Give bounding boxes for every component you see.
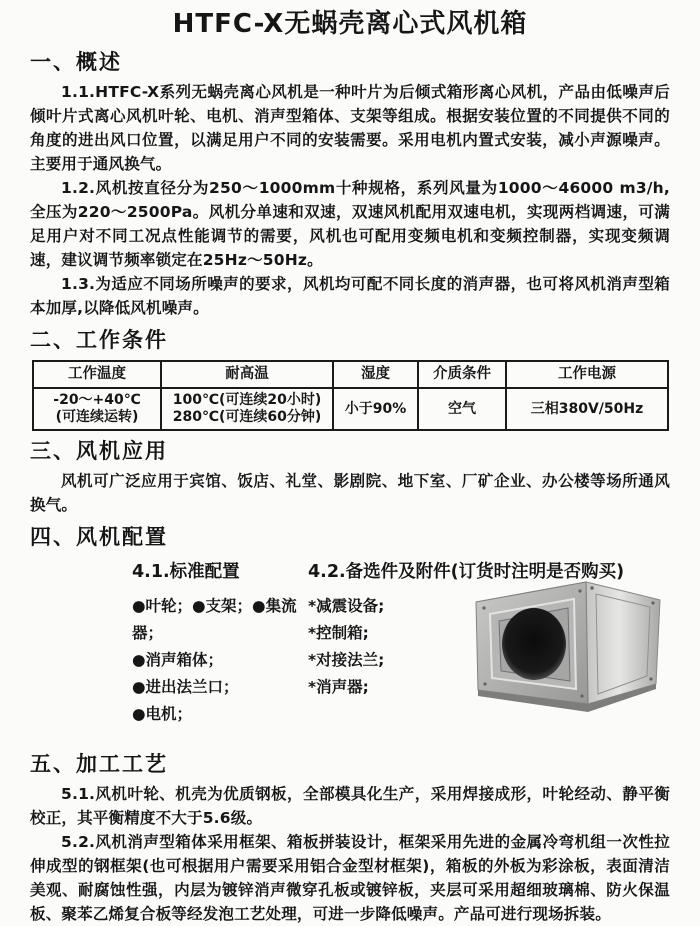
cell-temperature-line2: (可连续运转) <box>55 409 139 425</box>
fan-box-illustration <box>460 572 674 720</box>
standard-config-item: ●消声箱体； <box>132 651 224 669</box>
cell-power: 三相380V/50Hz <box>506 388 668 430</box>
fan-box-photo <box>460 572 674 720</box>
cell-heat-line1: 100℃(可连续20小时) <box>172 392 322 408</box>
col-header-heat-resistance: 耐高温 <box>161 361 333 388</box>
optional-config-item: *对接法兰; <box>308 651 385 669</box>
standard-config-item: ●进出法兰口； <box>132 678 239 696</box>
cell-temperature <box>33 388 161 430</box>
standard-config-item: ●叶轮；●支架；●集流器； <box>132 597 297 642</box>
paragraph-5-2: 5.2.风机消声型箱体采用框架、箱板拼装设计，框架采用先进的金属冷弯机组一次性拉伸成型的钢框架(也可根据用户需要采用铝合金型材框架)，箱板的外板为彩涂板，表面清洁美观、耐腐蚀性强，内层为镀锌消声微穿孔板或镀锌板，夹层可采用超细玻璃棉、防火保温板、聚苯乙烯复合板等经发泡工艺处理，可进一步降低噪声。产品可进行现场拆装。 <box>30 833 670 923</box>
section-heading-overview: 一、概述 <box>30 50 122 74</box>
optional-config-item: *消声器; <box>308 678 369 696</box>
paragraph-1-3: 1.3.为适应不同场所噪声的要求，风机均可配不同长度的消声器，也可将风机消声型箱本加厚,以降低风机噪声。 <box>30 275 670 317</box>
paragraph-1-2: 1.2.风机按直径分为250～1000mm十种规格，系列风量为1000～46000 m3/h, 全压为220～2500Pa。风机分单速和双速，双速风机配用双速电机，实现两档调速，可满足用户对不同工况点性能调节的需要，风机也可配用变频电机和变频控制器，实现变频调速，建议调节频率锁定在25Hz～50Hz。 <box>30 179 670 269</box>
table-value-row <box>33 388 668 430</box>
table-header-row <box>33 361 668 388</box>
section-heading-configuration: 四、风机配置 <box>30 525 168 549</box>
paragraph-1-1: 1.1.HTFC-X系列无蜗壳离心风机是一种叶片为后倾式箱形离心风机，产品由低噪声后倾叶片式离心风机叶轮、电机、消声型箱体、支架等组成。根据安装位置的不同提供不同的角度的进出风口位置，以满足用户不同的安装需要。采用电机内置式安装，减小声源噪声。主要用于通风换气。 <box>30 83 670 173</box>
optional-config-heading: 4.2.备选件及附件(订货时注明是否购买) <box>308 562 625 582</box>
optional-config-item: *减震设备; <box>308 597 385 615</box>
cell-temperature-line1: -20～+40℃ <box>53 392 141 408</box>
col-header-medium: 介质条件 <box>418 361 506 388</box>
standard-config-column <box>30 559 308 728</box>
section-heading-process: 五、加工工艺 <box>30 752 168 776</box>
cell-medium: 空气 <box>418 388 506 430</box>
paragraph-5-1: 5.1.风机叶轮、机壳为优质钢板，全部模具化生产，采用焊接成形，叶轮经动、静平衡校正，其平衡精度不大于5.6级。 <box>30 785 670 827</box>
standard-config-item: ●电机； <box>132 705 193 723</box>
cell-humidity: 小于90% <box>333 388 418 430</box>
cell-heat-line2: 280℃(可连续60分钟) <box>172 409 322 425</box>
application-paragraph: 风机可广泛应用于宾馆、饭店、礼堂、影剧院、地下室、厂矿企业、办公楼等场所通风换气。 <box>30 472 670 514</box>
working-conditions-table <box>32 360 669 431</box>
standard-config-heading: 4.1.标准配置 <box>132 562 240 582</box>
section-heading-application: 三、风机应用 <box>30 439 168 463</box>
col-header-humidity: 湿度 <box>333 361 418 388</box>
page-title: HTFC-X无蜗壳离心式风机箱 <box>172 9 528 39</box>
cell-heat-resistance <box>161 388 333 430</box>
optional-config-item: *控制箱; <box>308 624 369 642</box>
col-header-temperature: 工作温度 <box>33 361 161 388</box>
col-header-power: 工作电源 <box>506 361 668 388</box>
section-heading-working-conditions: 二、工作条件 <box>30 328 168 352</box>
